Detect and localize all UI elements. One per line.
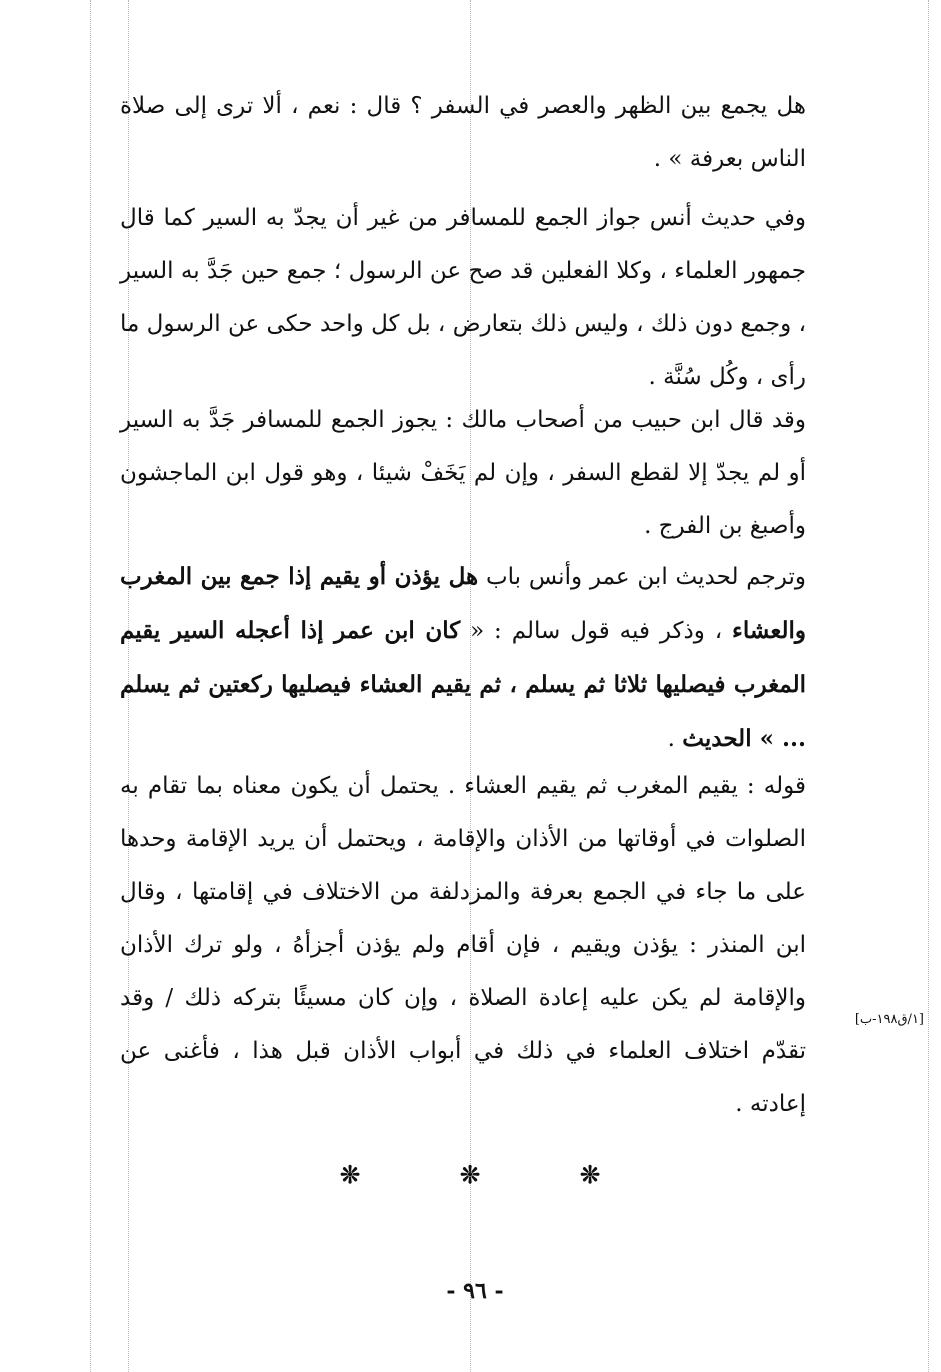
page-number: - ٩٦ - bbox=[446, 1278, 504, 1304]
paragraph-2: وفي حديث أنس جواز الجمع للمسافر من غير أن يجدّ به السير كما قال جمهور العلماء ، وكلا الفعلين قد صح عن الرسول ؛ جمع حين جَدَّ به السير ، وجمع دون ذلك ، وليس ذلك بتعارض ، بل كل واحد حكى عن الرسول ما رأى ، وكُل سُنَّة . bbox=[120, 205, 806, 390]
chapter-title-bold: هل يؤذن أو يقيم إذا جمع بين المغرب والعشاء bbox=[120, 563, 806, 644]
ornament-star-icon: ❊ bbox=[459, 1160, 481, 1189]
paragraph-4-tail: . bbox=[667, 726, 683, 752]
manuscript-folio-reference: [١/ق١٩٨-ب] bbox=[854, 1012, 924, 1027]
ornament-star-icon: ❊ bbox=[579, 1160, 601, 1189]
paragraph-1: هل يجمع بين الظهر والعصر في السفر ؟ قال : نعم ، ألا ترى إلى صلاة الناس بعرفة » . bbox=[120, 93, 806, 172]
paragraph-4-mid: ، وذكر فيه قول سالم : « bbox=[460, 618, 733, 644]
section-separator bbox=[320, 1160, 620, 1189]
ornament-star-icon: ❊ bbox=[339, 1160, 361, 1189]
hadith-quote-bold: كان ابن عمر إذا أعجله السير يقيم المغرب فيصليها ثلاثا ثم يسلم ، ثم يقيم العشاء فيصليها ركعتين ثم يسلم ... » الحديث bbox=[120, 617, 806, 752]
paragraph-5: قوله : يقيم المغرب ثم يقيم العشاء . يحتمل أن يكون معناه بما تقام به الصلوات في أوقاتها من الأذان والإقامة ، ويحتمل أن يريد الإقامة وحدها على ما جاء في الجمع بعرفة والمزدلفة من الاختلاف في إقامتها ، وقال ابن المنذر : يؤذن ويقيم ، فإن أقام ولم يؤذن أجزأهُ ، ولو ترك الأذان والإقامة لم يكن عليه إعادة الصلاة ، وإن كان مسيئًا بتركه ذلك / وقد تقدّم اختلاف العلماء في ذلك في أبواب الأذان قبل هذا ، فأغنى عن إعادته . bbox=[120, 773, 806, 1117]
paragraph-4 bbox=[120, 550, 806, 766]
paragraph-3: وقد قال ابن حبيب من أصحاب مالك : يجوز الجمع للمسافر جَدَّ به السير أو لم يجدّ إلا لقطع السفر ، وإن لم يَخَفْ شيئا ، وهو قول ابن الماجشون وأصبغ بن الفرج . bbox=[120, 407, 806, 539]
paragraph-4-lead: وترجم لحديث ابن عمر وأنس باب bbox=[478, 564, 807, 590]
dotted-guide-line bbox=[928, 0, 929, 1372]
dotted-guide-line bbox=[90, 0, 91, 1372]
